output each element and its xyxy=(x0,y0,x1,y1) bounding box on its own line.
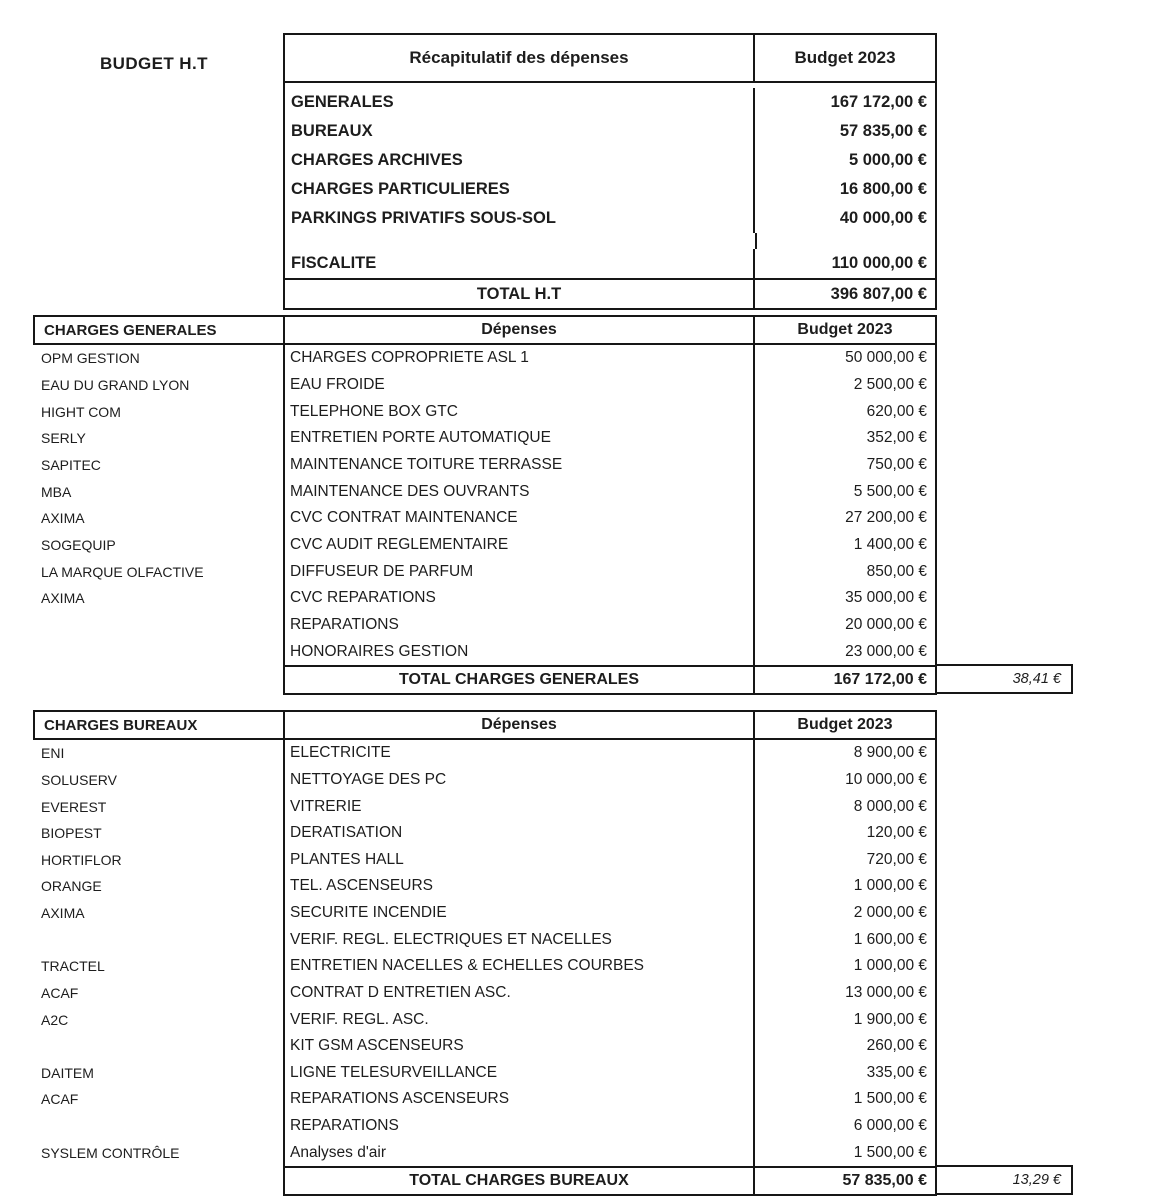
vendor-column xyxy=(33,345,283,665)
amount-cell: 620,00 € xyxy=(866,402,927,420)
expense-cell: PLANTES HALL xyxy=(285,847,755,874)
expense-cell: DERATISATION xyxy=(285,820,755,847)
category-cell: PARKINGS PRIVATIFS SOUS-SOL xyxy=(285,204,755,233)
total-amount: 57 835,00 € xyxy=(842,1172,927,1189)
expense-cell: CVC REPARATIONS xyxy=(285,585,755,612)
vendor-cell: AXIMA xyxy=(41,905,85,922)
table-row xyxy=(285,1139,935,1166)
table-row xyxy=(285,558,935,585)
vendor-cell: BIOPEST xyxy=(41,825,102,842)
vendor-cell: HORTIFLOR xyxy=(41,851,122,868)
table-row xyxy=(285,1113,935,1140)
amount-cell: 13 000,00 € xyxy=(845,983,927,1001)
table-body xyxy=(285,740,935,1168)
section-total-row xyxy=(285,667,935,693)
header-budget: Budget 2023 xyxy=(797,716,893,733)
table-row xyxy=(285,425,935,452)
expense-cell: REPARATIONS xyxy=(285,612,755,639)
expense-cell: ELECTRICITE xyxy=(285,740,755,767)
total-amount: 396 807,00 € xyxy=(830,284,927,303)
amount-cell: 1 600,00 € xyxy=(853,930,927,948)
vendor-cell: AXIMA xyxy=(41,590,85,607)
recap-header-budget: Budget 2023 xyxy=(794,48,896,67)
ratio-per-sqm: 38,41 € xyxy=(935,664,1073,694)
section-total-row xyxy=(285,1168,935,1194)
amount-cell: 27 200,00 € xyxy=(845,509,927,527)
expense-cell: ENTRETIEN NACELLES & ECHELLES COURBES xyxy=(285,953,755,980)
amount-cell: 335,00 € xyxy=(866,1063,927,1081)
page-title: BUDGET H.T xyxy=(100,54,208,73)
table-row xyxy=(285,88,935,117)
vendor-cell: EAU DU GRAND LYON xyxy=(41,377,190,393)
vendor-cell: DAITEM xyxy=(41,1064,94,1081)
table-row xyxy=(285,900,935,927)
vendor-cell: AXIMA xyxy=(41,510,85,527)
amount-cell: 57 835,00 € xyxy=(839,122,927,140)
vendor-cell: SOLUSERV xyxy=(41,771,117,788)
expense-cell: MAINTENANCE TOITURE TERRASSE xyxy=(285,452,755,479)
amount-cell: 35 000,00 € xyxy=(845,589,927,607)
vendor-cell: A2C xyxy=(41,1011,69,1028)
expense-cell: REPARATIONS xyxy=(285,1113,755,1140)
expense-cell: VITRERIE xyxy=(285,793,755,820)
amount-cell: 8 000,00 € xyxy=(853,797,927,815)
amount-cell: 850,00 € xyxy=(866,562,927,580)
vendor-cell: LA MARQUE OLFACTIVE xyxy=(41,563,204,580)
expense-cell: Analyses d'air xyxy=(285,1139,755,1166)
vendor-cell xyxy=(33,638,283,665)
expense-cell: LIGNE TELESURVEILLANCE xyxy=(285,1060,755,1087)
section-title: CHARGES GENERALES xyxy=(33,315,285,345)
amount-cell: 6 000,00 € xyxy=(853,1117,927,1135)
expense-cell: KIT GSM ASCENSEURS xyxy=(285,1033,755,1060)
table-row xyxy=(285,175,935,204)
vendor-column xyxy=(33,740,283,1166)
table-row xyxy=(285,847,935,874)
category-cell: CHARGES ARCHIVES xyxy=(285,146,755,175)
expense-cell: CVC AUDIT REGLEMENTAIRE xyxy=(285,532,755,559)
vendor-cell xyxy=(33,1113,283,1140)
table-header-row xyxy=(285,317,935,345)
vendor-cell xyxy=(33,1033,283,1060)
recap-total-row xyxy=(285,280,935,308)
table-row xyxy=(285,585,935,612)
expense-cell: HONORAIRES GESTION xyxy=(285,638,755,665)
amount-cell: 8 900,00 € xyxy=(853,744,927,762)
vendor-cell: SOGEQUIP xyxy=(41,537,116,554)
vendor-cell: OPM GESTION xyxy=(41,350,140,367)
category-cell: GENERALES xyxy=(285,88,755,117)
vendor-cell: ORANGE xyxy=(41,878,102,895)
section-title: CHARGES BUREAUX xyxy=(33,710,285,740)
total-label: TOTAL CHARGES GENERALES xyxy=(285,667,755,693)
table-row xyxy=(285,926,935,953)
amount-cell: 260,00 € xyxy=(866,1037,927,1055)
header-budget: Budget 2023 xyxy=(797,321,893,338)
expense-cell: EAU FROIDE xyxy=(285,372,755,399)
table-row xyxy=(285,146,935,175)
table-row xyxy=(285,953,935,980)
amount-cell: 20 000,00 € xyxy=(845,616,927,634)
amount-cell: 2 000,00 € xyxy=(853,904,927,922)
table-row xyxy=(285,638,935,665)
amount-cell: 23 000,00 € xyxy=(845,642,927,660)
table-row xyxy=(285,505,935,532)
amount-cell: 50 000,00 € xyxy=(845,349,927,367)
recap-body xyxy=(285,83,935,280)
amount-cell: 5 500,00 € xyxy=(853,482,927,500)
table-row xyxy=(285,204,935,233)
vendor-cell: SYSLEM CONTRÔLE xyxy=(41,1144,180,1161)
vendor-cell: HIGHT COM xyxy=(41,403,121,420)
amount-cell: 5 000,00 € xyxy=(849,151,927,169)
vendor-cell: ACAF xyxy=(41,984,79,1001)
expense-cell: TEL. ASCENSEURS xyxy=(285,873,755,900)
amount-cell: 16 800,00 € xyxy=(839,180,927,198)
section-charges-generales xyxy=(33,315,1078,694)
amount-cell: 720,00 € xyxy=(866,850,927,868)
amount-cell: 10 000,00 € xyxy=(845,770,927,788)
table-row xyxy=(285,980,935,1007)
amount-cell: 2 500,00 € xyxy=(853,376,927,393)
vendor-cell xyxy=(33,612,283,639)
amount-cell: 167 172,00 € xyxy=(830,93,927,111)
table-header-row xyxy=(285,712,935,740)
category-cell: FISCALITE xyxy=(285,249,755,278)
total-label: TOTAL H.T xyxy=(285,280,755,308)
amount-cell: 110 000,00 € xyxy=(831,254,927,272)
amount-cell: 750,00 € xyxy=(866,456,927,474)
expenses-table xyxy=(283,315,937,695)
expense-cell: DIFFUSEUR DE PARFUM xyxy=(285,558,755,585)
expense-cell: CHARGES COPROPRIETE ASL 1 xyxy=(285,345,755,372)
table-row xyxy=(285,612,935,639)
table-row xyxy=(285,532,935,559)
amount-cell: 1 500,00 € xyxy=(853,1143,927,1161)
vendor-cell: ENI xyxy=(41,745,65,762)
table-row xyxy=(285,345,935,372)
table-row xyxy=(285,820,935,847)
vendor-cell: ACAF xyxy=(41,1091,79,1108)
ratio-per-sqm: 13,29 € xyxy=(935,1165,1073,1195)
header-depenses: Dépenses xyxy=(285,712,755,738)
category-cell: CHARGES PARTICULIERES xyxy=(285,175,755,204)
table-row xyxy=(285,793,935,820)
amount-cell: 1 000,00 € xyxy=(853,957,927,975)
table-row xyxy=(285,767,935,794)
table-row xyxy=(285,1033,935,1060)
expense-cell: VERIF. REGL. ELECTRIQUES ET NACELLES xyxy=(285,926,755,953)
row-spacer xyxy=(285,233,935,249)
vendor-cell: MBA xyxy=(41,483,72,500)
expense-cell: NETTOYAGE DES PC xyxy=(285,767,755,794)
table-row xyxy=(285,398,935,425)
recap-header-row xyxy=(285,35,935,83)
expense-cell: MAINTENANCE DES OUVRANTS xyxy=(285,478,755,505)
table-row xyxy=(285,452,935,479)
table-row xyxy=(285,1086,935,1113)
table-row xyxy=(285,873,935,900)
vendor-cell: TRACTEL xyxy=(41,958,105,975)
vendor-cell: EVEREST xyxy=(41,798,107,815)
section-charges-bureaux xyxy=(33,710,1078,1194)
table-row xyxy=(285,1006,935,1033)
vendor-cell: SAPITEC xyxy=(41,457,101,474)
amount-cell: 1 500,00 € xyxy=(853,1090,927,1108)
table-row xyxy=(285,478,935,505)
table-row xyxy=(285,1060,935,1087)
amount-cell: 120,00 € xyxy=(866,824,927,842)
table-row xyxy=(285,117,935,146)
header-depenses: Dépenses xyxy=(285,317,755,343)
table-body xyxy=(285,345,935,667)
category-cell: BUREAUX xyxy=(285,117,755,146)
expenses-table xyxy=(283,710,937,1196)
total-label: TOTAL CHARGES BUREAUX xyxy=(285,1168,755,1194)
amount-cell: 1 000,00 € xyxy=(853,877,927,895)
expense-cell: TELEPHONE BOX GTC xyxy=(285,398,755,425)
table-row xyxy=(285,740,935,767)
expense-cell: ENTRETIEN PORTE AUTOMATIQUE xyxy=(285,425,755,452)
recap-header-depenses: Récapitulatif des dépenses xyxy=(285,35,755,81)
expense-cell: CONTRAT D ENTRETIEN ASC. xyxy=(285,980,755,1007)
amount-cell: 1 400,00 € xyxy=(853,536,927,554)
vendor-cell xyxy=(33,926,283,953)
expense-cell: REPARATIONS ASCENSEURS xyxy=(285,1086,755,1113)
amount-cell: 40 000,00 € xyxy=(839,209,927,227)
recap-table xyxy=(283,33,937,310)
vendor-cell: SERLY xyxy=(41,430,86,447)
expense-cell: CVC CONTRAT MAINTENANCE xyxy=(285,505,755,532)
amount-cell: 352,00 € xyxy=(866,429,927,447)
table-row xyxy=(285,372,935,399)
expense-cell: VERIF. REGL. ASC. xyxy=(285,1006,755,1033)
table-row xyxy=(285,249,935,278)
amount-cell: 1 900,00 € xyxy=(853,1010,927,1028)
total-amount: 167 172,00 € xyxy=(833,671,927,688)
expense-cell: SECURITE INCENDIE xyxy=(285,900,755,927)
